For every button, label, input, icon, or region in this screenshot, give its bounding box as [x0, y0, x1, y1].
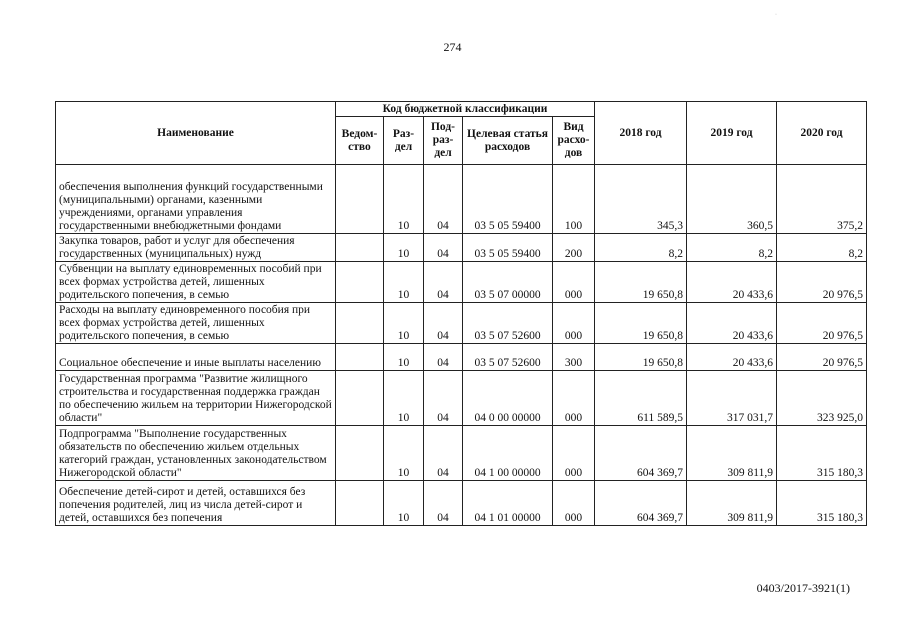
- row-section: 10: [384, 371, 424, 426]
- row-department: [336, 165, 384, 234]
- header-section: Раз-дел: [384, 117, 424, 165]
- row-2020: 20 976,5: [777, 262, 867, 303]
- table-row: [56, 344, 867, 371]
- row-name: Социальное обеспечение и иные выплаты населению: [56, 344, 336, 371]
- row-subsection: 04: [424, 481, 463, 526]
- row-target-article: 04 0 00 00000: [463, 371, 553, 426]
- table-row: [56, 165, 867, 234]
- row-department: [336, 234, 384, 262]
- row-department: [336, 262, 384, 303]
- header-department: Ведом-ство: [336, 117, 384, 165]
- row-name: обеспечения выполнения функций государственными (муниципальными) органами, казенными учреждениями, органами управления государственными внебюджетными фондами: [56, 165, 336, 234]
- row-department: [336, 481, 384, 526]
- row-name: Подпрограмма "Выполнение государственных обязательств по обеспечению жильем отдельных категорий граждан, установленных законодательством Нижегородской области": [56, 426, 336, 481]
- row-target-article: 04 1 00 00000: [463, 426, 553, 481]
- table-row: [56, 481, 867, 526]
- header-2018: 2018 год: [595, 102, 687, 165]
- row-2020: 8,2: [777, 234, 867, 262]
- row-target-article: 03 5 07 00000: [463, 262, 553, 303]
- row-section: 10: [384, 344, 424, 371]
- row-expense-type: 000: [553, 426, 595, 481]
- row-subsection: 04: [424, 303, 463, 344]
- table-row: [56, 234, 867, 262]
- row-target-article: 03 5 05 59400: [463, 165, 553, 234]
- row-target-article: 03 5 05 59400: [463, 234, 553, 262]
- row-subsection: 04: [424, 371, 463, 426]
- row-subsection: 04: [424, 344, 463, 371]
- table-body: [56, 165, 867, 526]
- row-target-article: 04 1 01 00000: [463, 481, 553, 526]
- row-section: 10: [384, 303, 424, 344]
- header-expense-type: Вид расхо-дов: [553, 117, 595, 165]
- row-name: Государственная программа "Развитие жилищного строительства и государственная поддержка граждан по обеспечению жильем на территории Нижегородской области": [56, 371, 336, 426]
- row-expense-type: 000: [553, 371, 595, 426]
- row-section: 10: [384, 426, 424, 481]
- row-2020: 323 925,0: [777, 371, 867, 426]
- row-expense-type: 100: [553, 165, 595, 234]
- row-2018: 604 369,7: [595, 426, 687, 481]
- row-2018: 19 650,8: [595, 344, 687, 371]
- row-expense-type: 000: [553, 481, 595, 526]
- row-name: Расходы на выплату единовременного пособия при всех формах устройства детей, лишенных родительского попечения, в семью: [56, 303, 336, 344]
- header-code-group: Код бюджетной классификации: [336, 102, 595, 117]
- row-2020: 20 976,5: [777, 344, 867, 371]
- row-section: 10: [384, 262, 424, 303]
- row-name: Закупка товаров, работ и услуг для обеспечения государственных (муниципальных) нужд: [56, 234, 336, 262]
- header-target-article: Целевая статья расходов: [463, 117, 553, 165]
- row-subsection: 04: [424, 234, 463, 262]
- row-target-article: 03 5 07 52600: [463, 344, 553, 371]
- row-section: 10: [384, 234, 424, 262]
- row-2019: 20 433,6: [687, 303, 777, 344]
- scan-mark: ·: [775, 12, 777, 18]
- row-expense-type: 300: [553, 344, 595, 371]
- row-name: Субвенции на выплату единовременных пособий при всех формах устройства детей, лишенных родительского попечения, в семью: [56, 262, 336, 303]
- row-2018: 611 589,5: [595, 371, 687, 426]
- row-section: 10: [384, 481, 424, 526]
- row-section: 10: [384, 165, 424, 234]
- row-2020: 375,2: [777, 165, 867, 234]
- row-2019: 309 811,9: [687, 426, 777, 481]
- row-expense-type: 000: [553, 303, 595, 344]
- row-department: [336, 303, 384, 344]
- row-2019: 309 811,9: [687, 481, 777, 526]
- row-2018: 19 650,8: [595, 303, 687, 344]
- row-expense-type: 000: [553, 262, 595, 303]
- document-code: 0403/2017-3921(1): [756, 581, 850, 595]
- row-department: [336, 344, 384, 371]
- row-department: [336, 371, 384, 426]
- row-2019: 8,2: [687, 234, 777, 262]
- header-subsection: Под-раз-дел: [424, 117, 463, 165]
- table-row: [56, 262, 867, 303]
- row-2019: 20 433,6: [687, 262, 777, 303]
- row-2018: 8,2: [595, 234, 687, 262]
- row-2018: 345,3: [595, 165, 687, 234]
- budget-table: [55, 101, 867, 526]
- row-2019: 317 031,7: [687, 371, 777, 426]
- header-2020: 2020 год: [777, 102, 867, 165]
- row-2018: 604 369,7: [595, 481, 687, 526]
- row-subsection: 04: [424, 262, 463, 303]
- table-row: [56, 426, 867, 481]
- row-expense-type: 200: [553, 234, 595, 262]
- row-subsection: 04: [424, 426, 463, 481]
- row-department: [336, 426, 384, 481]
- row-2019: 20 433,6: [687, 344, 777, 371]
- table-row: [56, 371, 867, 426]
- row-name: Обеспечение детей-сирот и детей, оставшихся без попечения родителей, лиц из числа детей-сирот и детей, оставшихся без попечения: [56, 481, 336, 526]
- row-2020: 315 180,3: [777, 481, 867, 526]
- row-2018: 19 650,8: [595, 262, 687, 303]
- page-number: 274: [443, 40, 462, 54]
- row-subsection: 04: [424, 165, 463, 234]
- row-2020: 315 180,3: [777, 426, 867, 481]
- header-name: Наименование: [56, 102, 336, 165]
- table-row: [56, 303, 867, 344]
- table-header: [56, 102, 867, 165]
- row-2019: 360,5: [687, 165, 777, 234]
- header-2019: 2019 год: [687, 102, 777, 165]
- row-2020: 20 976,5: [777, 303, 867, 344]
- row-target-article: 03 5 07 52600: [463, 303, 553, 344]
